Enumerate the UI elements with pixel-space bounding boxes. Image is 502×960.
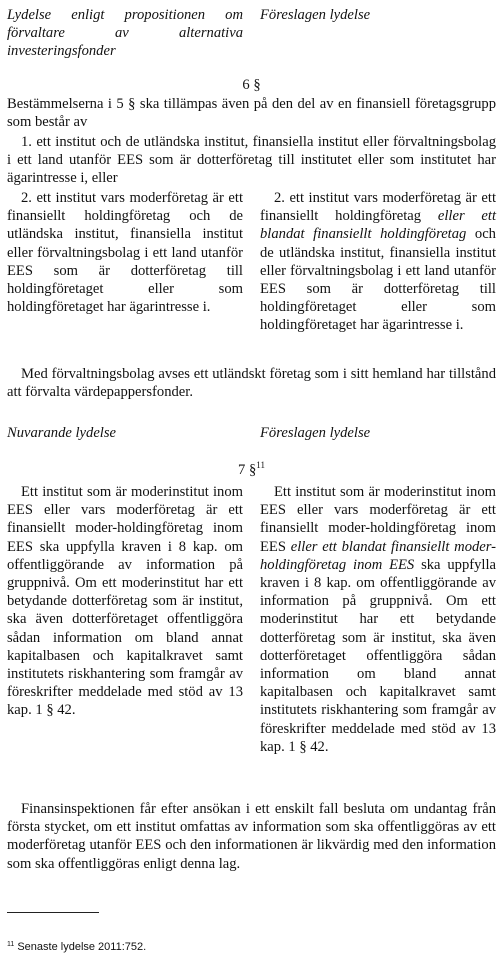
text-segment: ska uppfylla kraven i 8 kap. om offentliggörande av information på gruppnivå. Om ett moderinstitut har ett betydande dotterföretag som är institut, ska även dotterföretaget offentliggöra sådan information om bland annat kapitalbasen och kapitalkravet samt institutets riskhantering som framgår av föreskrifter meddelade med stöd av 13 kap. 1 § 42. — [260, 556, 496, 755]
section-7-proposed-text — [260, 483, 496, 756]
header-left-proposition: Lydelse enligt propositionen om förvaltare av alternativa investeringsfonder — [7, 7, 243, 60]
text-segment: 2. ett institut vars moderföretag är ett finansiellt holdingföretag — [260, 190, 496, 225]
footnote — [7, 940, 496, 954]
section-6-item-2-proposed — [260, 189, 496, 335]
section-7-current-text: Ett institut som är moderinstitut inom EES eller vars moderföretag är ett finansiellt moder-holdingföretag inom EES ska uppfylla kraven i 8 kap. om offentliggörande av information på gruppnivå. Om ett moderinstitut har ett betydande dotterföretag som är institut, ska även dotterföretaget offentliggöra sådan information om bland annat kapitalbasen och kapitalkravet samt institutets riskhantering som framgår av föreskrifter meddelade med stöd av 13 kap. 1 § 42. — [7, 484, 243, 719]
text-segment: och de utländska institut, finansiella institut eller förvaltningsbolag i ett land utanför EES som är dotterföretag till holdingföretaget eller som holdingföretaget har ägarintresse i. — [260, 226, 496, 334]
section-6-item-1: 1. ett institut och de utländska institut, finansiella institut eller förvaltningsbolag i ett land utanför EES som är dotterföretag till institutet eller som institutet har ägarintresse i, eller — [7, 134, 496, 187]
section-number: 7 § — [238, 462, 257, 478]
footnote-text: Senaste lydelse 2011:752. — [17, 941, 147, 953]
header-right-proposed: Föreslagen lydelse — [260, 7, 371, 23]
section-6-closing: Med förvaltningsbolag avses ett utländskt företag som i sitt hemland har tillstånd att förvalta värdepappersfonder. — [7, 366, 496, 401]
section-7-closing: Finansinspektionen får efter ansökan i ett enskilt fall besluta om undantag från första stycket, om ett institut omfattas av information som ska offentliggöras av ett moderföretag utanför EES och den informationen är likvärdig med den information som ska offentliggöras enligt denna lag. — [7, 801, 496, 872]
amendment-text: eller ett blandat finansiellt holdingföretag — [260, 208, 496, 243]
section-7-heading — [7, 461, 496, 479]
amendment-text: eller ett blandat finansiellt moder-holdingföretag inom EES — [260, 538, 497, 573]
text-segment: Ett institut som är moderinstitut inom EES eller vars moderföretag är ett finansiellt moder-holdingföretag inom EES — [260, 484, 496, 555]
header-right-proposed-2: Föreslagen lydelse — [260, 425, 371, 441]
section-6-item-2-current: 2. ett institut vars moderföretag är ett finansiellt holdingföretag och de utländska institut, finansiella institut eller förvaltningsbolag i ett land utanför EES som är dotterföretag till holdingföretaget eller som holdingföretaget har ägarintresse i. — [7, 190, 243, 316]
footnote-divider — [7, 912, 99, 913]
footnote-number: 11 — [7, 941, 15, 948]
section-6-intro: Bestämmelserna i 5 § ska tillämpas även på den del av en finansiell företagsgrupp som består av — [7, 96, 496, 131]
footnote-reference[interactable]: 11 — [256, 460, 265, 470]
section-6-heading: 6 § — [242, 77, 261, 93]
header-left-current: Nuvarande lydelse — [7, 425, 117, 441]
